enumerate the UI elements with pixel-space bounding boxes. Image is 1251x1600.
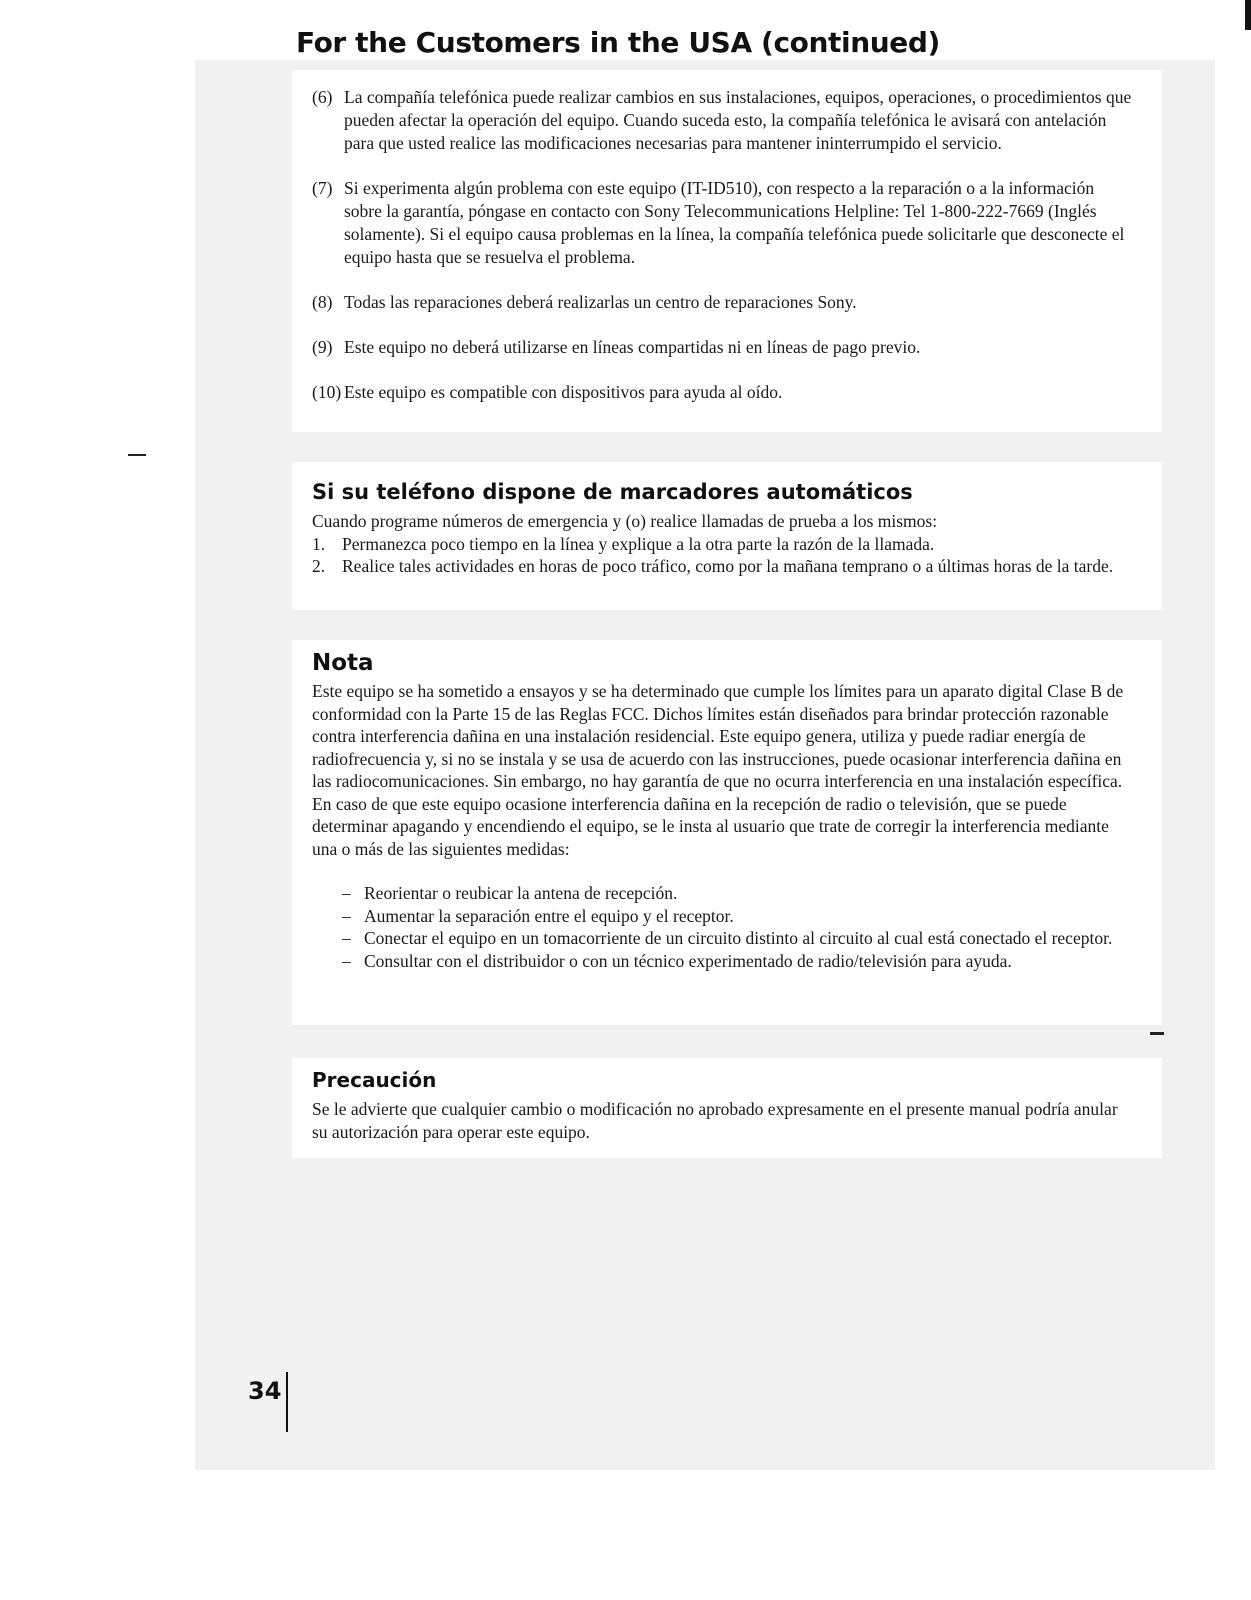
step-number: 2. (312, 556, 326, 576)
step-text: Realice tales actividades en horas de poco tráfico, como por la mañana temprano o a últimas horas de la tarde. (342, 556, 1114, 576)
measure-text: Reorientar o reubicar la antena de recepción. (364, 883, 678, 903)
measure-text: Consultar con el distribuidor o con un técnico experimentado de radio/televisión para ayuda. (364, 950, 1012, 971)
autodial-steps (312, 533, 1132, 578)
autodial-section (312, 510, 1132, 578)
scan-speck (1150, 1032, 1164, 1035)
nota-measures (312, 882, 1132, 972)
list-item (342, 882, 1132, 905)
precaucion-section (312, 1098, 1132, 1143)
list-item (312, 86, 1132, 155)
item-number: (10) (312, 382, 342, 402)
scan-edge-mark (1245, 0, 1251, 30)
dash-bullet: – (342, 883, 351, 903)
item-number: (6) (312, 87, 333, 107)
list-item (312, 555, 1132, 578)
nota-section (312, 680, 1132, 972)
item-number: (8) (312, 292, 333, 312)
dash-bullet: – (342, 905, 351, 926)
precaucion-body: Se le advierte que cualquier cambio o modificación no aprobado expresamente en el presente manual podría anular su autorización para operar este equipo. (312, 1099, 1118, 1142)
step-number: 1. (312, 533, 326, 554)
dash-bullet: – (342, 950, 351, 971)
list-item (342, 905, 1132, 928)
scan-speck (128, 454, 146, 456)
list-item (312, 336, 1132, 359)
autodial-intro: Cuando programe números de emergencia y (o) realice llamadas de prueba a los mismos: (312, 511, 938, 531)
precaucion-heading: Precaución (312, 1068, 437, 1092)
item-text: Este equipo no deberá utilizarse en líneas compartidas ni en líneas de pago previo. (344, 337, 921, 357)
item-text: Este equipo es compatible con dispositivos para ayuda al oído. (344, 382, 783, 402)
item-text: Todas las reparaciones deberá realizarlas un centro de reparaciones Sony. (344, 292, 857, 312)
dash-bullet: – (342, 928, 351, 948)
step-text: Permanezca poco tiempo en la línea y explique a la otra parte la razón de la llamada. (342, 533, 935, 554)
list-item (312, 381, 1132, 404)
list-item (342, 927, 1132, 950)
list-item (342, 950, 1132, 973)
item-number: (7) (312, 178, 333, 198)
page-number-rule (286, 1372, 288, 1432)
page-number: 34 (248, 1377, 282, 1405)
item-number: (9) (312, 337, 333, 357)
item-text: Si experimenta algún problema con este equipo (IT-ID510), con respecto a la reparación o a la información sobre la garantía, póngase en contacto con Sony Telecommunications Helpline: Tel 1-800-222-7669 (Inglés solamente). Si el equipo causa problemas en la línea, la compañía telefónica puede solicitarle que desconecte el equipo hasta que se resuelva el problema. (344, 178, 1125, 267)
list-item (312, 177, 1132, 269)
measure-text: Conectar el equipo en un tomacorriente de un circuito distinto al circuito al cual está conectado el receptor. (364, 928, 1113, 948)
nota-heading: Nota (312, 650, 374, 676)
list-item (312, 533, 1132, 556)
requirements-list (312, 86, 1132, 426)
list-item (312, 291, 1132, 314)
autodial-heading: Si su teléfono dispone de marcadores automáticos (312, 480, 913, 504)
measure-text: Aumentar la separación entre el equipo y el receptor. (364, 905, 734, 926)
item-text: La compañía telefónica puede realizar cambios en sus instalaciones, equipos, operaciones, o procedimientos que pueden afectar la operación del equipo. Cuando suceda esto, la compañía telefónica le avisará con antelación para que usted realice las modificaciones necesarias para mantener ininterrumpido el servicio. (344, 87, 1132, 153)
page-title: For the Customers in the USA (continued) (296, 26, 940, 59)
nota-body: Este equipo se ha sometido a ensayos y se ha determinado que cumple los límites para un aparato digital Clase B de conformidad con la Parte 15 de las Reglas FCC. Dichos límites están diseñados para brindar protección razonable contra interferencia dañina en una instalación residencial. Este equipo genera, utiliza y puede radiar energía de radiofrecuencia y, si no se instala y se usa de acuerdo con las instrucciones, puede ocasionar interferencia dañina en las radiocomunicaciones. Sin embargo, no hay garantía de que no ocurra interferencia en una instalación específica. En caso de que este equipo ocasione interferencia dañina en la recepción de radio o televisión, que se puede determinar apagando y encendiendo el equipo, se le insta al usuario que trate de corregir la interferencia mediante una o más de las siguientes medidas: (312, 681, 1124, 859)
